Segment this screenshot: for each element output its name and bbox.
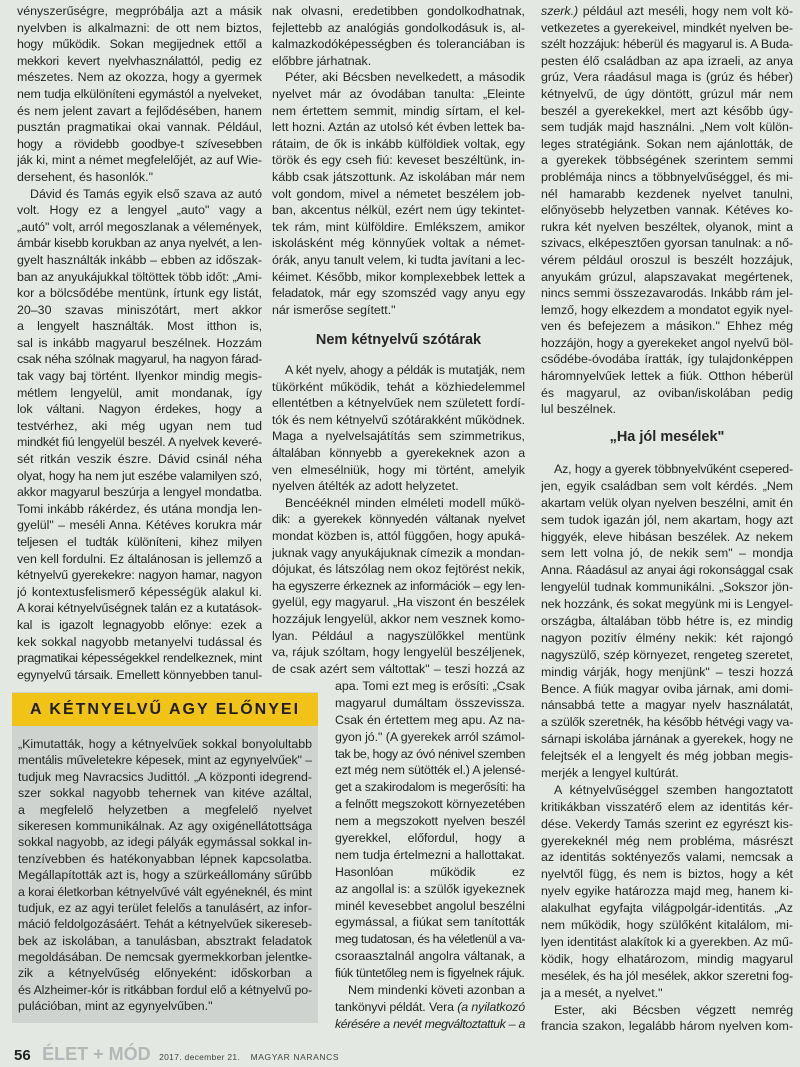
italic-text: (a nyilatkozó xyxy=(457,999,525,1014)
text-line: általában könnyebb a gyerekeknek azon a xyxy=(272,445,525,460)
text-line: háromnyelvűek lettek a fiúk. Otthon héberül xyxy=(541,369,793,384)
text-line: lok váltani. Nagyon érdekes, hogy a xyxy=(17,402,262,417)
text-line: kal is igazolt legnagyobb előnye: ezek a xyxy=(17,617,262,632)
text-line: sal is inkább magyarul beszélnek. Hozzám xyxy=(17,335,262,350)
paragraph xyxy=(272,495,525,678)
text-line: pusztán pragmatikai okai vannak. Például, xyxy=(17,120,262,135)
article-column-3-top xyxy=(541,3,793,418)
text-line: nagyszülő, szép környezet, rengeteg szeretet, xyxy=(541,647,793,662)
text-line: ja a mesét, a nyelvet." xyxy=(541,985,663,1000)
text-line: „Kimutatták, hogy a kétnyelvűek sokkal bonyolultabb xyxy=(18,737,312,751)
text-segment: például azt meséli, hogy nem volt kö- xyxy=(578,4,793,18)
text-line xyxy=(541,3,793,20)
text-line: olyat, hogy ha nem jut eszébe valamilyen szó, xyxy=(17,468,262,483)
text-line: sokkal nagyobb, az idegi pályák egymással sokkal in- xyxy=(18,835,312,850)
text-line: mekkori kevert nyelvhasználattól, pedig ez xyxy=(17,53,262,68)
text-line: sem lett volna jó, de nekik sem" – mondja xyxy=(541,546,793,561)
text-line: métlem lengyelül, amit mondanak, így xyxy=(17,385,262,400)
text-line: akkor magyarul beszúrja a lengyel mondatba. xyxy=(17,485,262,500)
text-line: juknak vagy anyukájuknak címezik a mondan- xyxy=(272,545,525,560)
text-line: máció feldolgozásáért. Tehát a kétnyelvűek sikereseb- xyxy=(18,917,312,932)
paragraph xyxy=(541,461,793,782)
text-line: órák, anyu tanult velem, ki tudta javítani a lec- xyxy=(272,252,525,267)
article-column-2-middle xyxy=(272,362,525,677)
text-line: tudjuk meg Navracsics Judittól. „A központi idegrend- xyxy=(18,769,312,784)
text-line: fiúk tüntetőleg nem is figyelnek rájuk. xyxy=(335,966,525,981)
text-line: nyelvtől függ, és nem is biztos, hogy a két xyxy=(541,867,793,882)
text-line: pulációban, mint az egynyelvűben." xyxy=(18,999,213,1014)
text-line: az identitás soktényezős valami, nemcsak a xyxy=(541,850,793,865)
text-line: a korai életkorban kétnyelvűvé vált egyéneknél, és mint xyxy=(18,884,312,899)
text-line: lemző, hogy elkezdem a mondatot egyik nyel- xyxy=(541,302,793,317)
text-line: rátaim, de ők is inkább külföldiek voltak, egy xyxy=(272,136,525,151)
text-line: gyerekkel, előfordul, hogy a xyxy=(335,831,525,846)
text-line: az angollal is: a szülők igyekeznek xyxy=(335,881,525,896)
text-line: és magyarul, az oviban/iskolában pedig xyxy=(541,385,793,400)
text-line: Péter, aki Bécsben nevelkedett, a második xyxy=(285,70,525,85)
paragraph xyxy=(272,69,525,318)
text-line: testvérhez, aki még ugyan nem tud xyxy=(17,418,262,433)
text-line: ha egyszerre érkeznek az információk – egy len- xyxy=(272,578,525,593)
text-line: Hasonlóan működik ez xyxy=(335,864,525,879)
text-line: és Alzheimer-kór is ritkábban fordul elő a kétnyelvű po- xyxy=(18,982,312,997)
text-line: pragmatikai képességekkel rendelkeznek, mint xyxy=(17,651,262,666)
text-line: lul beszélnek. xyxy=(541,402,617,417)
text-line: sem tudják majd használni. „Nem volt külön- xyxy=(541,120,793,135)
text-line: francia szakon, legalább három nyelven kom- xyxy=(541,1019,793,1034)
text-line: problémája nincs a többnyelvűséggel, és mi- xyxy=(541,169,793,184)
text-line: mindkét fiú lengyelül beszél. A nyelvek keveré- xyxy=(17,435,262,450)
text-line: mészetes. Nem az okozza, hogy a gyermek xyxy=(17,70,262,85)
text-line: ven elmesélniük, hogy mi történt, amelyik xyxy=(272,462,525,477)
text-line: hogy működik. Sokan megijednek ettől a xyxy=(17,37,262,52)
text-line: megoldásában. De nemcsak gyermekkorban jelentke- xyxy=(18,950,312,965)
text-line: nek hozzánk, és sokat megyünk mi is Lengyel- xyxy=(541,597,793,612)
text-line: rukra két nyelven beszéltek, olyanok, mint a xyxy=(541,219,793,234)
text-line: Tomi inkább rákérdez, és utána mondja len- xyxy=(17,501,262,516)
italic-text: kérésére a nevét megváltoztattuk – a xyxy=(335,1016,525,1031)
section-name: ÉLET + MÓD xyxy=(42,1044,151,1064)
paragraph xyxy=(17,186,262,684)
text-line: fejlettebb az analógiás gondolkodásuk is, al- xyxy=(272,20,525,35)
text-line: dése. Vekerdy Tamás szerint ez egyrészt kis- xyxy=(541,816,793,831)
text-line: ven és befejezem a másikon." Ehhez még xyxy=(541,319,793,334)
text-line: kétnyelvű gyerekekre: nagyon hamar, nagyon xyxy=(17,568,262,583)
text-line: lyan. Például a nagyszülőkkel mentünk xyxy=(272,628,525,643)
text-line: országba, általában több hétre is, ez mindig xyxy=(541,614,793,629)
text-line: tükörként működik, tehát a közhiedelemmel xyxy=(272,379,525,394)
text-line: ják ki, mint a német megfelelőjét, az auf Wie- xyxy=(17,153,262,168)
text-line: volt gondom, mivel a németet beszélem job- xyxy=(272,186,525,201)
text-line: ámbár kisebb korukban az anya nyelvét, a len- xyxy=(17,236,262,251)
text-line: A kétnyelvűséggel szemben hangoztatott xyxy=(554,782,793,797)
text-line: nem működik, hogy szülőként kitalálom, mi- xyxy=(541,918,793,933)
text-line: dersehent, és hasonlók." xyxy=(17,169,153,184)
text-line: get a szakirodalom is megerősíti: ha xyxy=(335,780,525,795)
text-line: sét ritkán veszik észre. Dávid csinál néha xyxy=(17,452,262,467)
subheading-nem-ketnyelvu-szotarak: Nem kétnyelvű szótárak xyxy=(315,332,482,348)
text-line: szélt hozzájuk: héberül és magyarul is. A Buda- xyxy=(541,37,793,52)
text-line: tek rám, mint külföldire. Emlékszem, amikor xyxy=(272,219,525,234)
text-line: gyelül, egy magyarul. „Ha viszont én beszélek xyxy=(272,595,525,610)
text-line: nyelven átélték az adott helyzetet. xyxy=(272,479,459,494)
issue-date: 2017. december 21. xyxy=(159,1052,241,1062)
text-line: nánsabbá tette a magyar nyelv használatát, xyxy=(541,698,793,713)
text-line: vérem például oroszul is beszélt hozzájuk, xyxy=(541,252,793,267)
text-line: a megfelelő helyzetben a megfelelő nyelvet xyxy=(18,802,312,817)
text-line: zik a kétnyelvűség előnyeként: időskorban a xyxy=(18,966,312,981)
article-column-1 xyxy=(17,3,262,683)
text-line: török és egy cseh fiú: keveset beszéltünk, in- xyxy=(272,153,525,168)
text-line: akartam velük olyan nyelven beszélni, amit én xyxy=(541,495,793,510)
text-line: csoraasztalnál angolra váltanak, a xyxy=(335,949,525,964)
text-line: ellentétben a kétnyelvűek nem született fordí- xyxy=(272,396,525,411)
paragraph xyxy=(335,982,525,1033)
article-column-2-narrow xyxy=(335,678,525,1033)
text-line: csődébe-óvodába íratták, így tulajdonképpen xyxy=(541,352,793,367)
text-line: pesten élő családban az apa izraeli, az anya xyxy=(541,53,793,68)
text-line: leges stratégiánk. Sokan nem ajánlották, de xyxy=(541,136,793,151)
page-number: 56 xyxy=(14,1047,31,1064)
text-line: szer sokkal nagyobb tehernek van kitéve azáltal, xyxy=(18,786,312,801)
text-line: hozzájön, hogy a gyerekeket angol nyelvű böl- xyxy=(541,335,793,350)
text-line: magyarul dumáltam összevissza. xyxy=(335,695,525,710)
page-footer xyxy=(14,1044,339,1064)
text-line: szivacs, elképesztően gyorsan tanulnak: a nő- xyxy=(541,236,793,251)
text-line: Bence. A fiúk magyar oviba járnak, ami domi- xyxy=(541,681,793,696)
text-line: feladatok, már egy szomszéd vagy anyu egy xyxy=(272,286,525,301)
text-line: jó kontextusfelismerő képességük alakul ki. xyxy=(17,584,262,599)
text-line: gyon jó." (A gyerekek arról számol- xyxy=(335,729,525,744)
text-line: ködik, hogy elhatározom, mindig magyarul xyxy=(541,951,793,966)
text-line: nyelvet már az óvodában tanulta: „Eleinte xyxy=(272,86,525,101)
text-line: tak vagy baj történt. Ilyenkor mindig megis- xyxy=(17,369,262,384)
text-line: lyen identitást alakítok ki a gyerekben. Az mű- xyxy=(541,934,793,949)
paragraph xyxy=(272,3,525,69)
text-line: Megállapították azt is, hogy a szürkeállomány sűrűbb xyxy=(18,868,312,883)
text-line: volt. Hogy ez a lengyel „auto" vagy a xyxy=(17,203,262,218)
text-line: Csak én értettem meg apu. Az na- xyxy=(335,712,525,727)
text-line: alakulhat egyfajta világpolgár-identitás. „Az xyxy=(541,901,793,916)
text-line: hogy a rövidebb goodbye-t szívesebben xyxy=(17,136,262,151)
article-column-2-top xyxy=(272,3,525,318)
text-line: nem értettem semmit, mindig sírtam, el kel- xyxy=(272,103,525,118)
text-line: va, rájuk szóltam, hogy lengyelül beszéljenek, xyxy=(272,645,525,660)
sidebar-box xyxy=(12,692,318,1023)
text-line: lett hozni. Aztán az utolsó két évben lettek ba- xyxy=(272,120,525,135)
text-line: nincs semmi összezavarodás. Inkább rám jel- xyxy=(541,286,793,301)
text-line: Az, hogy a gyerek többnyelvűként csepered- xyxy=(554,462,793,476)
text-line: kor a bölcsődébe mentünk, írtunk egy listát, xyxy=(17,286,262,301)
text-line: Maga a nyelvelsajátítás sem szimmetrikus, xyxy=(272,429,525,444)
text-line: gyelt használták inkább – ebben az időszak- xyxy=(17,252,262,267)
text-line: nél hamarabb kezdenek nyelvet tanulni, xyxy=(541,186,793,201)
text-line: jen, egyik családban sem volt kérdés. „Nem xyxy=(541,478,793,493)
text-line: nak olvasni, eredetibben gondolkodhatnak, xyxy=(272,4,525,18)
text-line: hozzájuk lengyelül, akkor nem vesznek komo- xyxy=(272,611,525,626)
text-line: Dávid és Tamás egyik első szava az autó xyxy=(30,186,262,201)
text-line: minél kevesebbet angolul beszélni xyxy=(335,898,525,913)
text-line: nagyon pozitív élmény nekik: két rajongó xyxy=(541,630,793,645)
text-line: meg tudatosan, és ha véletlenül a va- xyxy=(335,932,525,947)
text-line: ven kell fordulni. Ez általánosan is jellemző a xyxy=(17,551,262,566)
text-line: nem tudja elkülöníteni egymástól a nyelveket, xyxy=(17,86,262,101)
text-line: tenzívebben és hatékonyabban lépnek kapcsolatba. xyxy=(18,851,312,866)
text-line: sem tudok igazán jól, nem akartam, hogy azt xyxy=(541,512,793,527)
text-line: nyelv egyike határozza majd meg, hanem ki- xyxy=(541,884,793,899)
text-line: A két nyelv, ahogy a példák is mutatják, nem xyxy=(285,363,525,377)
text-line: Anna. Ráadásul az anyai ági rokonsággal csak xyxy=(541,563,793,578)
sidebar-box-text xyxy=(18,736,312,1015)
text-line: dójukat, és látszólag nem okoz fejtörést nekik, xyxy=(272,562,525,577)
text-line: merjék a lengyel kultúrát. xyxy=(541,766,679,781)
text-line: grúz, Vera ráadásul maga is (grúz és héber) xyxy=(541,70,793,85)
text-line: a gyerekek többségének szerintem semmi xyxy=(541,153,793,168)
text-line: egymással, a fiúkat sem tanították xyxy=(335,915,525,930)
text-line: mesélek, és ha jól mesélek, akkor szeretni fog- xyxy=(541,968,793,983)
text-line: anyukám grúzul, alapszavakat megértenek, xyxy=(541,269,793,284)
text-line: egynyelvű társaik. Emellett könnyebben tanul- xyxy=(17,667,262,682)
sidebar-box-title: A KÉTNYELVŰ AGY ELŐNYEI xyxy=(12,693,318,726)
text-line: gyerekeknél még nem probléma, másrészt xyxy=(541,833,793,848)
text-line: vetkezetes a gyerekeivel, mindkét nyelven be- xyxy=(541,20,793,35)
italic-text: szerk.) xyxy=(541,4,579,18)
text-line: vényszerűségre, megpróbálja azt a másik xyxy=(17,4,262,18)
text-line: higgyék, eleve hibásan beszélek. Az nekem xyxy=(541,529,793,544)
text-line: beszél a gyerekekkel, mert azt később úgy- xyxy=(541,103,793,118)
text-line: tudjuk, ez az agyi terület felelős a tanulásért, az infor- xyxy=(18,900,312,915)
text-line: Ester, aki Bécsben végzett nemrég xyxy=(554,1002,793,1017)
magazine-name: MAGYAR NARANCS xyxy=(250,1052,340,1062)
text-line: kéimet. Később, mikor komplexebbek lettek a xyxy=(272,269,525,284)
text-line: 20–30 szavas miniszótárt, mert akkor xyxy=(17,302,262,317)
text-line: előbbre járhatnak. xyxy=(272,53,372,68)
text-line: kalmazkodóképességben és toleranciában is xyxy=(272,37,525,52)
text-line: csak néha szólnak magyarul, ha nagyon fárad- xyxy=(17,352,262,367)
text-line: a felnőtt megszokott környezetében xyxy=(335,797,525,812)
text-line xyxy=(335,1016,525,1033)
text-line: kétnyelvű, de úgy döntött, grúzul már nem xyxy=(541,86,793,101)
text-line: „autó" volt, arról megoszlanak a vélemények, xyxy=(17,219,262,234)
article-column-3-bottom xyxy=(541,461,793,1035)
text-line: mindig várják, hogy menjünk" – teszi hozzá xyxy=(541,664,793,679)
paragraph xyxy=(541,3,793,418)
text-line: A korai kétnyelvűségnek talán ez a kutatások- xyxy=(17,601,262,616)
text-line: felejtsék el a lengyelt és még jobban megis- xyxy=(541,749,793,764)
paragraph xyxy=(17,3,262,186)
text-line: lengyelül tudnak kommunikálni. „Sokszor jön- xyxy=(541,580,793,595)
text-line: ban az anyukájukkal töltöttek több időt: „Ami- xyxy=(17,269,262,284)
text-line: teljesen el tudták különíteni, kihez milyen xyxy=(17,535,262,549)
text-line xyxy=(335,999,525,1016)
paragraph xyxy=(18,736,312,1015)
paragraph xyxy=(335,678,525,982)
text-line: Bencééknél minden elméleti modell műkö- xyxy=(285,495,525,510)
text-line: Nem mindenki követi azonban a xyxy=(348,983,525,998)
paragraph xyxy=(272,362,525,495)
text-line: ezt még nem sütötték el.) A jelensé- xyxy=(335,763,525,778)
subheading-ha-jol-meselek: „Ha jól mesélek" xyxy=(609,429,725,445)
text-line: a szülők szeretnék, ha később hétvégi vagy va- xyxy=(541,715,793,730)
text-line: bek az iskolában, a tanulásban, absztrakt feladatok xyxy=(18,933,312,948)
text-line: apa. Tomi ezt meg is erősíti: „Csak xyxy=(335,679,525,693)
text-line: iskolásként még könnyűek voltak a német- xyxy=(272,236,525,251)
text-segment: tankönyvi példát. Vera xyxy=(335,999,458,1014)
text-line: de csak azért sem váltottak" – teszi hozzá az xyxy=(272,661,525,676)
text-line: dik: a gyerekek könnyedén váltanak nyelvet xyxy=(272,512,525,527)
text-line: sárnapi iskolába járnának a gyerekek, hogy ne xyxy=(541,732,793,747)
text-line: nem tudja értelmezni a hallottakat. xyxy=(335,847,525,862)
text-line: sikeresen kommunikálnak. Az agy oxigénellátottsága xyxy=(18,818,312,833)
text-line: a lengyelt használták. Most itthon is, xyxy=(17,319,262,334)
text-line: és nem jelent zavart a fejlődésében, hanem xyxy=(17,103,262,118)
paragraph xyxy=(541,1002,793,1036)
text-line: kább csak játszottunk. Az iskolában már nem xyxy=(272,169,525,184)
text-line: nár ismerőse segített." xyxy=(272,302,396,317)
paragraph xyxy=(541,782,793,1002)
text-line: gyelül" – meséli Anna. Kétéves korukra már xyxy=(17,518,262,533)
text-line: ban, akcentus nélkül, ezért nem úgy tekintet- xyxy=(272,203,525,218)
text-line: kek sokkal nagyobb metanyelvi tudással és xyxy=(17,634,262,649)
text-line: mondat közben is, attól függően, hogy apuká- xyxy=(272,528,525,543)
text-line: tak be, hogy az óvó nénivel szemben xyxy=(335,746,525,761)
text-line: mentális műveletekre képesek, mint az egynyelvűek" – xyxy=(18,753,312,768)
text-line: tók és nem kétnyelvű szótárakként működnek. xyxy=(272,412,525,427)
text-line: nem a megszokott nyelven beszél xyxy=(335,814,525,829)
text-line: nyelvben is alkalmazni: de ott nem biztos, xyxy=(17,20,262,35)
text-line: előnyösebb helyzetben vannak. Kétéves ko- xyxy=(541,203,793,218)
text-line: kritikákban visszatérő elem az identitás kér- xyxy=(541,799,793,814)
